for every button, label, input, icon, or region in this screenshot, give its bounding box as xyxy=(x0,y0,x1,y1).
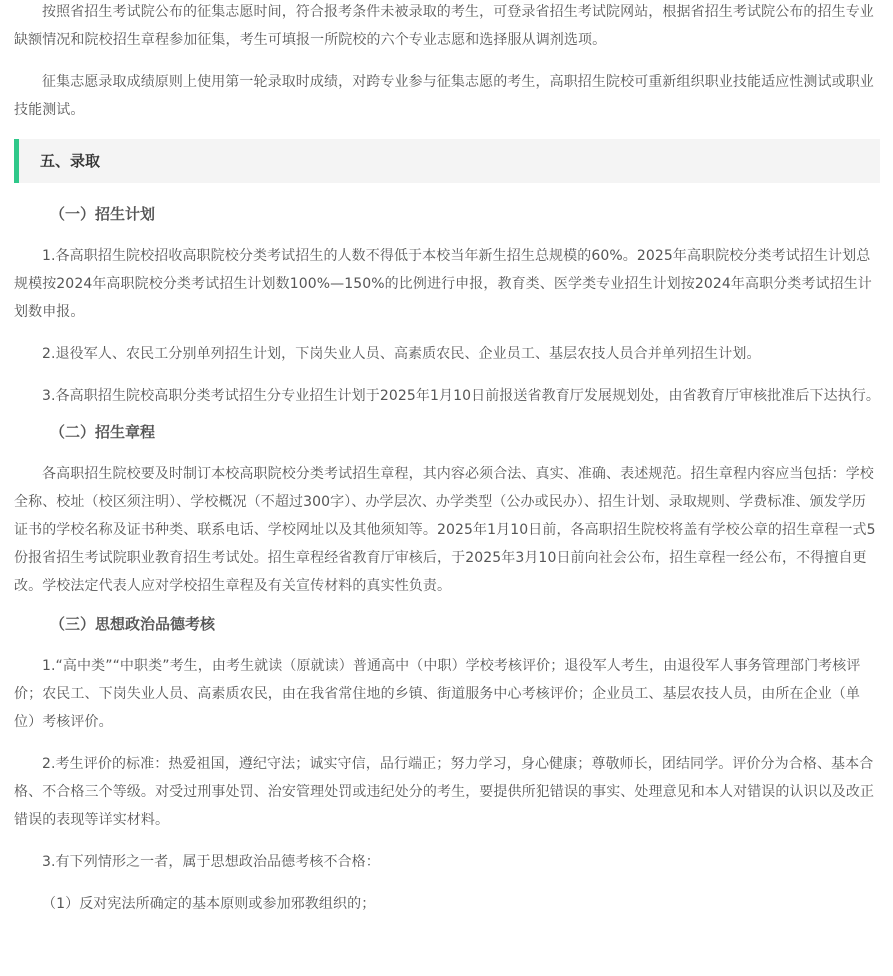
moral-item-2: 2.考生评价的标准：热爱祖国，遵纪守法；诚实守信，品行端正；努力学习，身心健康；尊敬师长，团结同学。评价分为合格、基本合格、不合格三个等级。对受过刑事处罚、治安管理处罚或违纪处分的考生，要提供所犯错误的事实、处理意见和本人对错误的认识以及改正错误的表现等详实材料。 xyxy=(14,756,875,828)
paragraph-supplementary-application: 按照省招生考试院公布的征集志愿时间，符合报考条件未被录取的考生，可登录省招生考试院网站，根据省招生考试院公布的招生专业缺额情况和院校招生章程参加征集，考生可填报一所院校的六个专业志愿和选择服从调剂选项。 xyxy=(14,4,874,48)
moral-item-1: 1.“高中类”“中职类”考生，由考生就读（原就读）普通高中（中职）学校考核评价；退役军人考生，由退役军人事务管理部门考核评价；农民工、下岗失业人员、高素质农民，由在我省常住地的乡镇、街道服务中心考核评价；企业员工、基层农技人员，由所在企业（单位）考核评价。 xyxy=(14,658,861,730)
subheading-enrollment-charter: （二）招生章程 xyxy=(50,423,156,441)
article-body xyxy=(14,0,880,918)
subheading-moral-assessment: （三）思想政治品德考核 xyxy=(50,615,216,633)
moral-item-3: 3.有下列情形之一者，属于思想政治品德考核不合格： xyxy=(42,854,380,870)
plan-item-2: 2.退役军人、农民工分别单列招生计划，下岗失业人员、高素质农民、企业员工、基层农技人员合并单列招生计划。 xyxy=(42,346,761,362)
section-heading-admission: 五、录取 xyxy=(14,139,880,183)
plan-item-1: 1.各高职招生院校招收高职院校分类考试招生的人数不得低于本校当年新生招生总规模的60%。2025年高职院校分类考试招生计划总规模按2024年高职院校分类考试招生计划数100%—150%的比例进行申报，教育类、医学类专业招生计划按2024年高职分类考试招生计划数申报。 xyxy=(14,248,872,320)
subheading-enrollment-plan: （一）招生计划 xyxy=(50,205,156,223)
plan-item-3: 3.各高职招生院校高职分类考试招生分专业招生计划于2025年1月10日前报送省教育厅发展规划处，由省教育厅审核批准后下达执行。 xyxy=(42,388,881,404)
paragraph-supplementary-scores: 征集志愿录取成绩原则上使用第一轮录取时成绩，对跨专业参与征集志愿的考生，高职招生院校可重新组织职业技能适应性测试或职业技能测试。 xyxy=(14,74,874,118)
charter-paragraph: 各高职招生院校要及时制订本校高职院校分类考试招生章程，其内容必须合法、真实、准确、表述规范。招生章程内容应当包括：学校全称、校址（校区须注明）、学校概况（不超过300字）、办学层次、办学类型（公办或民办）、招生计划、录取规则、学费标准、颁发学历证书的学校名称及证书种类、联系电话、学校网址以及其他须知等。2025年1月10日前，各高职招生院校将盖有学校公章的招生章程一式5份报省招生考试院职业教育招生考试处。招生章程经省教育厅审核后，于2025年3月10日前向社会公布，招生章程一经公布，不得擅自更改。学校法定代表人应对学校招生章程及有关宣传材料的真实性负责。 xyxy=(14,466,876,594)
moral-subitem-1: （1）反对宪法所确定的基本原则或参加邪教组织的； xyxy=(42,896,376,912)
